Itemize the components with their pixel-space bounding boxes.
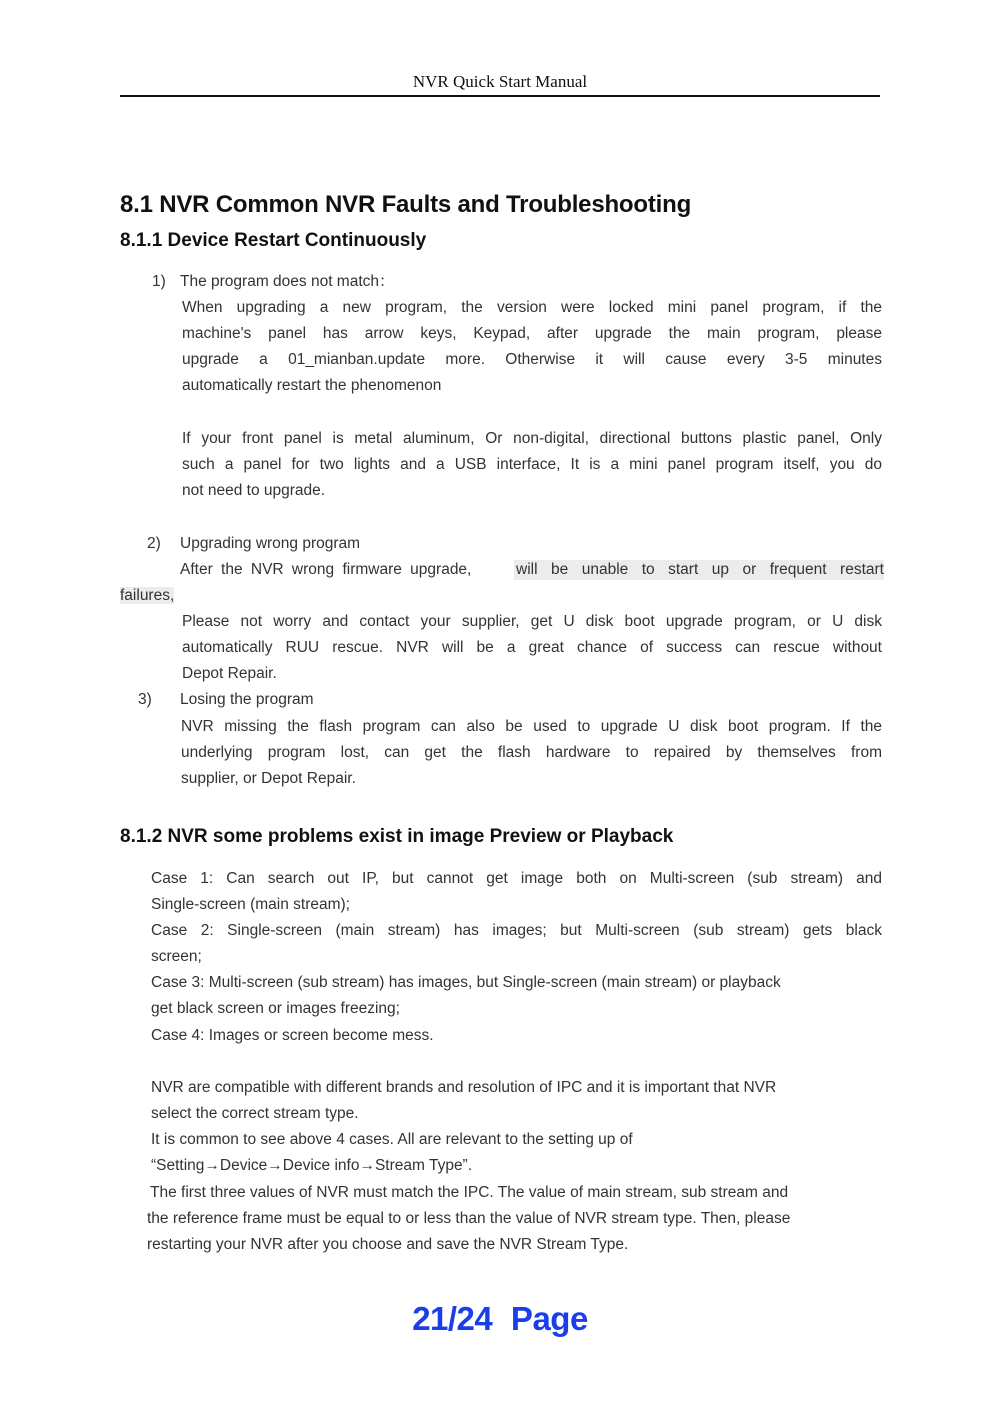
- case-line: Case 3: Multi-screen (sub stream) has images, but Single-screen (main stream) or playback: [151, 974, 781, 991]
- note-line: The first three values of NVR must match the IPC. The value of main stream, sub stream and: [150, 1184, 789, 1201]
- paragraph-line: automatically restart the phenomenon: [182, 377, 442, 394]
- item-label-3: Losing the program: [180, 691, 314, 708]
- plain-text: After the NVR wrong firmware upgrade,: [180, 561, 472, 578]
- item-number-1: 1): [152, 273, 166, 290]
- item-number-3: 3): [138, 691, 152, 708]
- paragraph-line: Please not worry and contact your supplier, get U disk boot upgrade program, or U disk: [182, 613, 882, 630]
- highlighted-text: failures,: [120, 587, 175, 604]
- subsection-title-8-1-1: 8.1.1 Device Restart Continuously: [120, 230, 427, 251]
- paragraph-line: [180, 560, 884, 580]
- paragraph-line: When upgrading a new program, the version were locked mini panel program, if the: [182, 299, 882, 316]
- page-number: 21/24 Page: [412, 1300, 588, 1337]
- note-line: restarting your NVR after you choose and save the NVR Stream Type.: [147, 1236, 629, 1253]
- case-line: screen;: [151, 948, 202, 965]
- highlighted-text: will be unable to start up or frequent restart: [516, 561, 884, 578]
- note-line: the reference frame must be equal to or less than the value of NVR stream type. Then, please: [147, 1210, 791, 1227]
- paragraph-line: such a panel for two lights and a USB interface, It is a mini panel program itself, you do: [182, 456, 882, 473]
- paragraph-line: not need to upgrade.: [182, 482, 326, 499]
- case-line: Case 2: Single-screen (main stream) has images; but Multi-screen (sub stream) gets black: [151, 922, 882, 939]
- case-line: Case 4: Images or screen become mess.: [151, 1027, 434, 1044]
- paragraph-line: Depot Repair.: [182, 665, 277, 682]
- subsection-title-8-1-2: 8.1.2 NVR some problems exist in image Preview or Playback: [120, 826, 674, 847]
- running-header: NVR Quick Start Manual: [412, 72, 588, 91]
- section-title: 8.1 NVR Common NVR Faults and Troubleshooting: [120, 191, 692, 218]
- paragraph-line: underlying program lost, can get the flash hardware to repaired by themselves from: [181, 744, 882, 761]
- paragraph-line: supplier, or Depot Repair.: [181, 770, 356, 787]
- note-line: “Setting→Device→Device info→Stream Type”.: [151, 1157, 473, 1174]
- item-label-2: Upgrading wrong program: [180, 535, 361, 552]
- case-line: Case 1: Can search out IP, but cannot get image both on Multi-screen (sub stream) and: [151, 870, 882, 887]
- paragraph-line: automatically RUU rescue. NVR will be a great chance of success can rescue without: [182, 639, 882, 656]
- paragraph-line: If your front panel is metal aluminum, Or non-digital, directional buttons plastic panel, Only: [182, 430, 882, 447]
- item-number-2: 2): [147, 535, 161, 552]
- case-line: get black screen or images freezing;: [151, 1000, 400, 1017]
- paragraph-line: machine's panel has arrow keys, Keypad, after upgrade the main program, please: [182, 325, 882, 342]
- case-line: Single-screen (main stream);: [151, 896, 350, 913]
- paragraph-line: NVR missing the flash program can also be used to upgrade U disk boot program. If the: [181, 718, 882, 735]
- note-line: select the correct stream type.: [151, 1105, 359, 1122]
- paragraph-line: upgrade a 01_mianban.update more. Otherwise it will cause every 3-5 minutes: [182, 351, 882, 368]
- note-line: It is common to see above 4 cases. All are relevant to the setting up of: [151, 1131, 633, 1148]
- note-line: NVR are compatible with different brands and resolution of IPC and it is important that NVR: [151, 1079, 777, 1096]
- header-rule: [120, 95, 880, 97]
- item-label-1: The program does not match：: [180, 273, 395, 290]
